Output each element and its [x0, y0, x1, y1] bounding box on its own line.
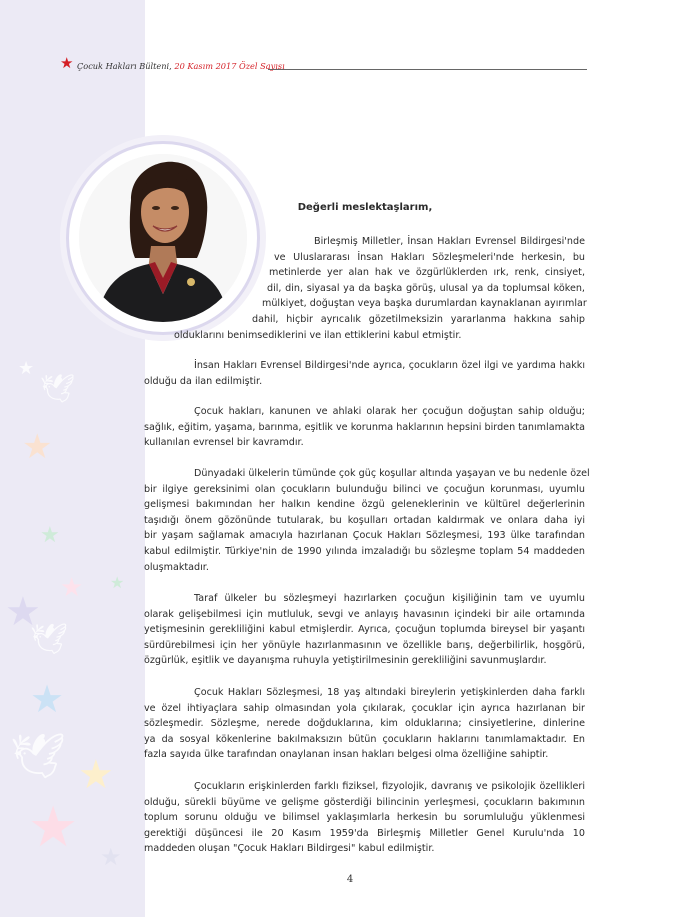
red-star-icon: ★	[60, 54, 74, 72]
body-paragraph	[144, 591, 585, 669]
text-line: toplum sorunu olduğu ve bilimsel yaklaşımlarla herkesin bu sorumluluğu yüklenmesi	[144, 812, 585, 824]
text-line: Taraf ülkeler bu sözleşmeyi hazırlarken çocuğun kişiliğinin tam ve uyumlu	[194, 593, 585, 604]
text-line: gelişmesi bakımından her halkın kendine özgü geleneklerinin ve kültürel değerlerinin	[144, 499, 585, 511]
dove-icon: 🕊	[30, 622, 69, 657]
text-line: Çocukların erişkinlerden farklı fiziksel, fizyolojik, davranış ve psikolojik özellikleri	[194, 781, 585, 792]
text-line: bir yaşam sağlamak amacıyla hazırlanan Çocuk Hakları Sözleşmesi, 193 ülke tarafından	[144, 530, 585, 542]
text-line: ve özel ihtiyaçlara sahip olmasından yola çıkılarak, çocuklar için ayrıca hazırlanan bir	[144, 702, 585, 714]
text-line: olduğu, sürekli büyüme ve gelişme gösterdiği bilincinin yerleşmesi, çocukların bakımının	[144, 796, 585, 808]
text-line: İnsan Hakları Evrensel Bildirgesi'nde ayrıca, çocukların özel ilgi ve yardıma hakkı	[194, 360, 585, 371]
text-line: ya da sosyal kökenlerine bakılmaksızın bütün çocukların haklarını tanımlamaktadır. En	[144, 733, 585, 745]
star-icon: ★	[30, 677, 65, 721]
text-line: metinlerde yer alan hak ve özgürlüklerden ırk, renk, cinsiyet,	[269, 267, 585, 279]
text-line: taşıdığı önem gözönünde tutularak, bu koşulları ortadan kaldırmak ve onlara daha iyi	[144, 514, 585, 526]
text-line: olduklarını benimsediklerini ve ilan ettiklerini kabul etmiştir.	[174, 329, 462, 341]
text-line: ve Uluslararası İnsan Hakları Sözleşmeleri'nde herkesin, bu	[274, 251, 585, 263]
text-line: maddeden oluşan "Çocuk Hakları Bildirgesi" kabul edilmiştir.	[144, 843, 435, 855]
page-number: 4	[346, 874, 354, 885]
text-line: sürdürebilmesi için her yönüyle hazırlanmasının ve özellikle barış, değerbilirlik, hoşgörü,	[144, 639, 585, 651]
star-icon: ★	[28, 795, 79, 860]
star-icon: ★	[18, 358, 35, 379]
text-line: Çocuk hakları, kanunen ve ahlaki olarak her çocuğun doğuştan sahip olduğu;	[194, 406, 585, 417]
text-line: olduğu da ilan edilmiştir.	[144, 375, 263, 387]
text-line: kullanılan evrensel bir kavramdır.	[144, 437, 304, 449]
bulletin-issue: 20 Kasım 2017 Özel Sayısı	[174, 61, 285, 71]
dove-icon: 🕊	[10, 731, 66, 782]
star-icon: ★	[60, 573, 84, 603]
bulletin-header	[60, 54, 587, 76]
body-paragraph	[144, 404, 585, 451]
text-line: sağlık, eğitim, yaşama, barınma, eşitlik ve korunma haklarının hepsini birden tanımlamakta	[144, 421, 585, 433]
star-icon: ★	[40, 523, 60, 548]
text-line: sözleşmedir. Sözleşme, nerede doğduklarına, kim olduklarına; cinsiyetlerine, dinlerine	[144, 718, 585, 730]
text-line: dahil, hiçbir ayrıcalık gözetilmeksizin yararlanma hakkına sahip	[252, 313, 585, 325]
text-line: dil, din, siyasal ya da başka görüş, ulusal ya da toplumsal köken,	[267, 282, 585, 294]
body-paragraph	[144, 466, 590, 575]
text-line: fazla sayıda ülke tarafından onaylanan insan hakları belgesi olma özelliğine sahiptir.	[144, 749, 549, 761]
star-icon: ★	[78, 752, 114, 798]
text-line: Dünyadaki ülkelerin tümünde çok güç koşullar altında yaşayan ve bu nedenle özel	[194, 468, 590, 479]
star-icon: ★	[110, 573, 125, 592]
body-paragraph	[144, 685, 585, 763]
text-line: olarak gelişebilmesi için mutluluk, sevgi ve anlayış havasının içindeki bir aile ortamında	[144, 608, 585, 620]
body-paragraph	[144, 358, 585, 389]
header-rule	[268, 69, 587, 70]
star-icon: ★	[100, 843, 122, 871]
letter-greeting: Değerli meslektaşlarım,	[297, 202, 433, 213]
star-icon: ★	[5, 589, 41, 635]
text-line: yetişmesinin gerekliliğini kabul etmişlerdir. Ayrıca, çocuğun toplumda bireysel bir yaşantı	[144, 624, 585, 636]
body-paragraph	[144, 779, 585, 857]
dove-icon: 🕊	[40, 372, 76, 405]
text-line: Birleşmiş Milletler, İnsan Hakları Evrensel Bildirgesi'nde	[314, 236, 585, 247]
intro-paragraph	[144, 234, 585, 343]
bulletin-title: Çocuk Hakları Bülteni, 20 Kasım 2017 Özel Sayısı	[77, 61, 285, 71]
decorative-sidebar	[0, 0, 145, 917]
text-line: oluşmaktadır.	[144, 561, 209, 573]
star-icon: ★	[22, 427, 53, 467]
text-line: özgürlük, eşitlik ve dayanışma ruhuyla yetiştirilmesinin gerekliliğini savunmuşlardır.	[144, 655, 547, 667]
text-line: mülkiyet, doğuştan veya başka durumlardan kaynaklanan ayırımlar	[262, 298, 587, 310]
text-line: bir ilgiye gereksinimi olan çocukların bulunduğu bilinci ve çocuğun korunması, uyumlu	[144, 483, 585, 495]
text-line: Çocuk Hakları Sözleşmesi, 18 yaş altındaki bireylerin yetişkinlerden daha farklı	[194, 687, 585, 698]
text-line: kabul edilmiştir. Türkiye'nin de 1990 yılında imzaladığı bu sözleşme toplam 54 maddeden	[144, 545, 585, 557]
text-line: gerektiği düşüncesi ile 20 Kasım 1959'da Birleşmiş Milletler Genel Kurulu'nda 10	[144, 827, 585, 839]
